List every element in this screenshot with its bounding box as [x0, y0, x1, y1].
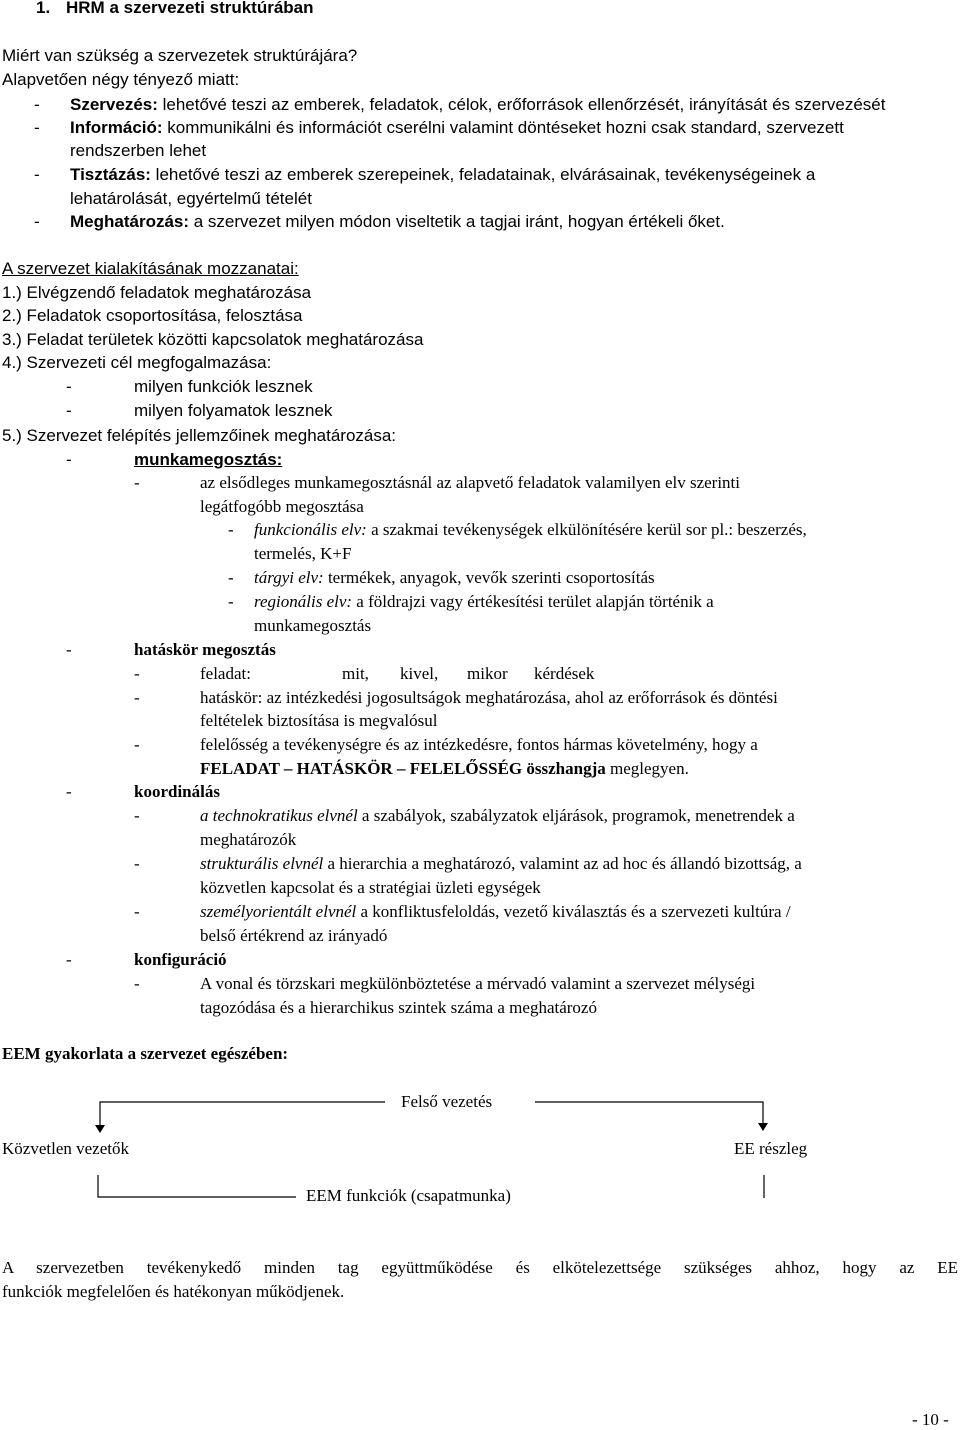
- top-right-connector: [535, 1102, 763, 1125]
- koord-item-1-cont: meghatározók: [200, 830, 297, 849]
- step-5: 5.) Szervezet felépítés jellemzőinek meghatározása:: [2, 426, 397, 445]
- feladat-word-mikor: mikor: [467, 664, 508, 683]
- dash: -: [66, 782, 72, 801]
- dash: -: [228, 592, 234, 611]
- step-3: 3.) Feladat területek közötti kapcsolatok meghatározása: [2, 330, 424, 349]
- dash: -: [134, 902, 140, 921]
- factor-informacio-cont: rendszerben lehet: [70, 141, 207, 160]
- dash: -: [34, 212, 40, 231]
- koord-text: a szabályok, szabályzatok eljárások, programok, menetrendek a: [357, 806, 795, 825]
- dash: -: [134, 664, 140, 683]
- factor-text: kommunikálni és információt cserélni valamint döntéseket hozni csak standard, szervezett: [162, 118, 844, 137]
- regionalis-label: regionális elv:: [254, 592, 353, 611]
- eem-title: EEM gyakorlata a szervezet egészében:: [2, 1044, 289, 1063]
- closing-paragraph-line2: funkciók megfelelően és hatékonyan működjenek.: [2, 1282, 345, 1301]
- section-title: HRM a szervezeti struktúrában: [66, 0, 314, 17]
- dash: -: [228, 520, 234, 539]
- koord-text: a hierarchia a meghatározó, valamint az ad hoc és állandó bizottság, a: [323, 854, 802, 873]
- koord-text: a konfliktusfeloldás, vezető kiválasztás és a szervezeti kultúra /: [356, 902, 791, 921]
- section-number: 1.: [36, 0, 51, 17]
- arrowhead-right: [758, 1123, 768, 1131]
- eem-top-node: Felső vezetés: [401, 1092, 493, 1111]
- intro-reason: Alapvetően négy tényező miatt:: [2, 70, 240, 89]
- koord-principle: strukturális elvnél: [200, 854, 324, 873]
- dash: -: [66, 950, 72, 969]
- eem-right-node: EE részleg: [734, 1139, 808, 1158]
- konfig-item-cont: tagozódása és a hierarchikus szintek száma a meghatározó: [200, 998, 597, 1017]
- konfiguracio-title: konfiguráció: [134, 950, 227, 969]
- koord-item-2-cont: közvetlen kapcsolat és a stratégiai üzleti egységek: [200, 878, 541, 897]
- funkcionalis-label: funkcionális elv:: [254, 520, 367, 539]
- top-left-connector: [100, 1102, 385, 1127]
- dash: -: [66, 640, 72, 659]
- feladat-word-kerdesek: kérdések: [534, 664, 595, 683]
- step-2: 2.) Feladatok csoportosítása, felosztása: [2, 306, 303, 325]
- step-4a: milyen funkciók lesznek: [134, 377, 313, 396]
- step-4: 4.) Szervezeti cél megfogalmazása:: [2, 353, 272, 372]
- page-number: - 10 -: [912, 1410, 949, 1429]
- arrowhead-left: [95, 1125, 105, 1133]
- dash: -: [228, 568, 234, 587]
- felelosseg-item: felelősség a tevékenységre és az intézkedésre, fontos hármas követelmény, hogy a: [200, 735, 758, 754]
- feladat-word-mit: mit,: [342, 664, 369, 683]
- factor-term: Szervezés:: [70, 95, 158, 114]
- steps-title: A szervezet kialakításának mozzanatai:: [2, 259, 299, 278]
- koord-principle: a technokratikus elvnél: [200, 806, 358, 825]
- intro-question: Miért van szükség a szervezetek struktúrájára?: [2, 46, 358, 65]
- munka-item1-cont: legátfogóbb megosztása: [200, 497, 364, 516]
- feladat-label: feladat:: [200, 664, 251, 683]
- hataskor-title: hatáskör megosztás: [134, 640, 276, 659]
- harmas-kovetelmeny: FELADAT – HATÁSKÖR – FELELŐSSÉG összhangja: [200, 759, 606, 778]
- hataskor-item: hatáskör: az intézkedési jogosultságok meghatározása, ahol az erőforrások és döntési: [200, 688, 778, 707]
- dash: -: [34, 165, 40, 184]
- step-4b: milyen folyamatok lesznek: [134, 401, 333, 420]
- eem-left-node: Közvetlen vezetők: [2, 1139, 129, 1158]
- konfig-item: A vonal és törzskari megkülönböztetése a mérvadó valamint a szervezet mélységi: [200, 974, 756, 993]
- dash: -: [66, 377, 72, 396]
- factor-tisztazas-cont: lehatárolását, egyértelmű tételét: [70, 189, 312, 208]
- munka-item1: az elsődleges munkamegosztásnál az alapvető feladatok valamilyen elv szerinti: [200, 473, 741, 492]
- closing-paragraph-line1: A szervezetben tevékenykedő minden tag együttműködése és elkötelezettsége szükséges ahhoz, hogy az EE: [2, 1258, 958, 1277]
- dash: -: [134, 735, 140, 754]
- felelosseg-rest: meglegyen.: [605, 759, 689, 778]
- factor-term: Meghatározás:: [70, 212, 190, 231]
- regionalis-text: a földrajzi vagy értékesítési terület alapján történik a: [352, 592, 714, 611]
- factor-term: Információ:: [70, 118, 163, 137]
- factor-text: lehetővé teszi az emberek szerepeinek, feladatainak, elvárásainak, tevékenységeinek a: [150, 165, 816, 184]
- step-1: 1.) Elvégzendő feladatok meghatározása: [2, 283, 312, 302]
- feladat-word-kivel: kivel,: [400, 664, 439, 683]
- targyi-text: termékek, anyagok, vevők szerinti csoportosítás: [323, 568, 655, 587]
- dash: -: [134, 854, 140, 873]
- funkcionalis-text: a szakmai tevékenységek elkülönítésére kerül sor pl.: beszerzés,: [366, 520, 807, 539]
- dash: -: [66, 401, 72, 420]
- dash: -: [134, 688, 140, 707]
- dash: -: [134, 974, 140, 993]
- factor-text: lehetővé teszi az emberek, feladatok, célok, erőforrások ellenőrzését, irányítását és szervezését: [157, 95, 886, 114]
- eem-bottom-node: EEM funkciók (csapatmunka): [306, 1186, 511, 1205]
- koordinalas-title: koordinálás: [134, 782, 220, 801]
- regionalis-cont: munkamegosztás: [254, 616, 372, 635]
- dash: -: [34, 95, 40, 114]
- munkamegosztas-title: munkamegosztás:: [134, 450, 283, 469]
- dash: -: [134, 473, 140, 492]
- dash: -: [34, 118, 40, 137]
- factor-text: a szervezet milyen módon viseltetik a tagjai iránt, hogyan értékeli őket.: [189, 212, 725, 231]
- factor-term: Tisztázás:: [70, 165, 151, 184]
- dash: -: [66, 450, 72, 469]
- bottom-left-connector: [98, 1175, 296, 1197]
- koord-principle: személyorientált elvnél: [200, 902, 357, 921]
- hataskor-item-cont: feltételek biztosítása is megvalósul: [200, 711, 438, 730]
- koord-item-3-cont: belső értékrend az irányadó: [200, 926, 388, 945]
- funkcionalis-cont: termelés, K+F: [254, 544, 352, 563]
- targyi-label: tárgyi elv:: [254, 568, 324, 587]
- dash: -: [134, 806, 140, 825]
